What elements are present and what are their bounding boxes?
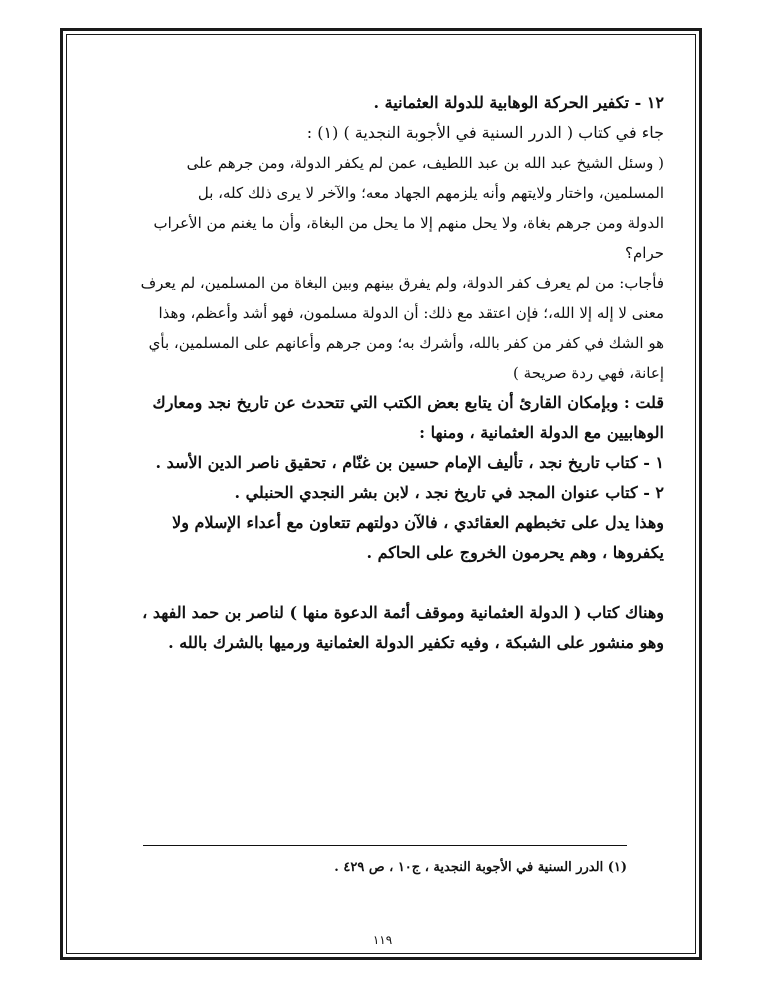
comment-line: قلت : وبإمكان القارئ أن يتابع بعض الكتب التي تتحدث عن تاريخ نجد ومعارك	[152, 393, 664, 412]
section-heading: ١٢ - تكفير الحركة الوهابية للدولة العثمانية .	[373, 93, 664, 112]
question-line: الدولة ومن جرهم بغاة، ولا يحل منهم إلا ما يحل من البغاة، وأن ما يغنم من الأعراب	[153, 214, 664, 232]
question-line: حرام؟	[625, 244, 664, 262]
answer-line: معنى لا إله إلا الله،؛ فإن اعتقد مع ذلك: أن الدولة مسلمون، فهو أشد وأعظم، وهذا	[158, 304, 664, 322]
conclusion-line: وهذا يدل على تخبطهم العقائدي ، فالآن دولتهم تتعاون مع أعداء الإسلام ولا	[172, 513, 664, 532]
page-body	[140, 88, 664, 658]
paragraph-gap	[140, 568, 664, 598]
footnote: (١) الدرر السنية في الأجوبة النجدية ، ج١٠ ، ص ٤٢٩ .	[334, 860, 627, 875]
book-list-item: ٢ - كتاب عنوان المجد في تاريخ نجد ، لابن بشر النجدي الحنبلي .	[234, 483, 664, 502]
footnote-divider	[143, 845, 627, 846]
answer-line: إعانة، فهي ردة صريحة )	[513, 364, 664, 382]
answer-line: هو الشك في كفر من كفر بالله، وأشرك به؛ ومن جرهم وأعانهم على المسلمين، بأي	[148, 334, 664, 352]
closing-line: وهناك كتاب ( الدولة العثمانية وموقف أئمة الدعوة منها ) لناصر بن حمد الفهد ،	[142, 603, 664, 622]
question-line: المسلمين، واختار ولايتهم وأنه يلزمهم الجهاد معه؛ والآخر لا يرى ذلك كله، بل	[197, 184, 664, 202]
answer-line: فأجاب: من لم يعرف كفر الدولة، ولم يفرق بينهم وبين البغاة من المسلمين، لم يعرف	[140, 274, 664, 292]
page-number: ١١٩	[372, 933, 393, 947]
comment-line: الوهابيين مع الدولة العثمانية ، ومنها :	[419, 423, 664, 442]
closing-line: وهو منشور على الشبكة ، وفيه تكفير الدولة العثمانية ورميها بالشرك بالله .	[168, 633, 664, 652]
source-intro: جاء في كتاب ( الدرر السنية في الأجوبة النجدية ) (١) :	[306, 123, 664, 142]
conclusion-line: يكفروها ، وهم يحرمون الخروج على الحاكم .	[366, 543, 664, 562]
book-list-item: ١ - كتاب تاريخ نجد ، تأليف الإمام حسين بن غنّام ، تحقيق ناصر الدين الأسد .	[155, 453, 664, 472]
question-line: ( وسئل الشيخ عبد الله بن عبد اللطيف، عمن لم يكفر الدولة، ومن جرهم على	[186, 154, 664, 172]
